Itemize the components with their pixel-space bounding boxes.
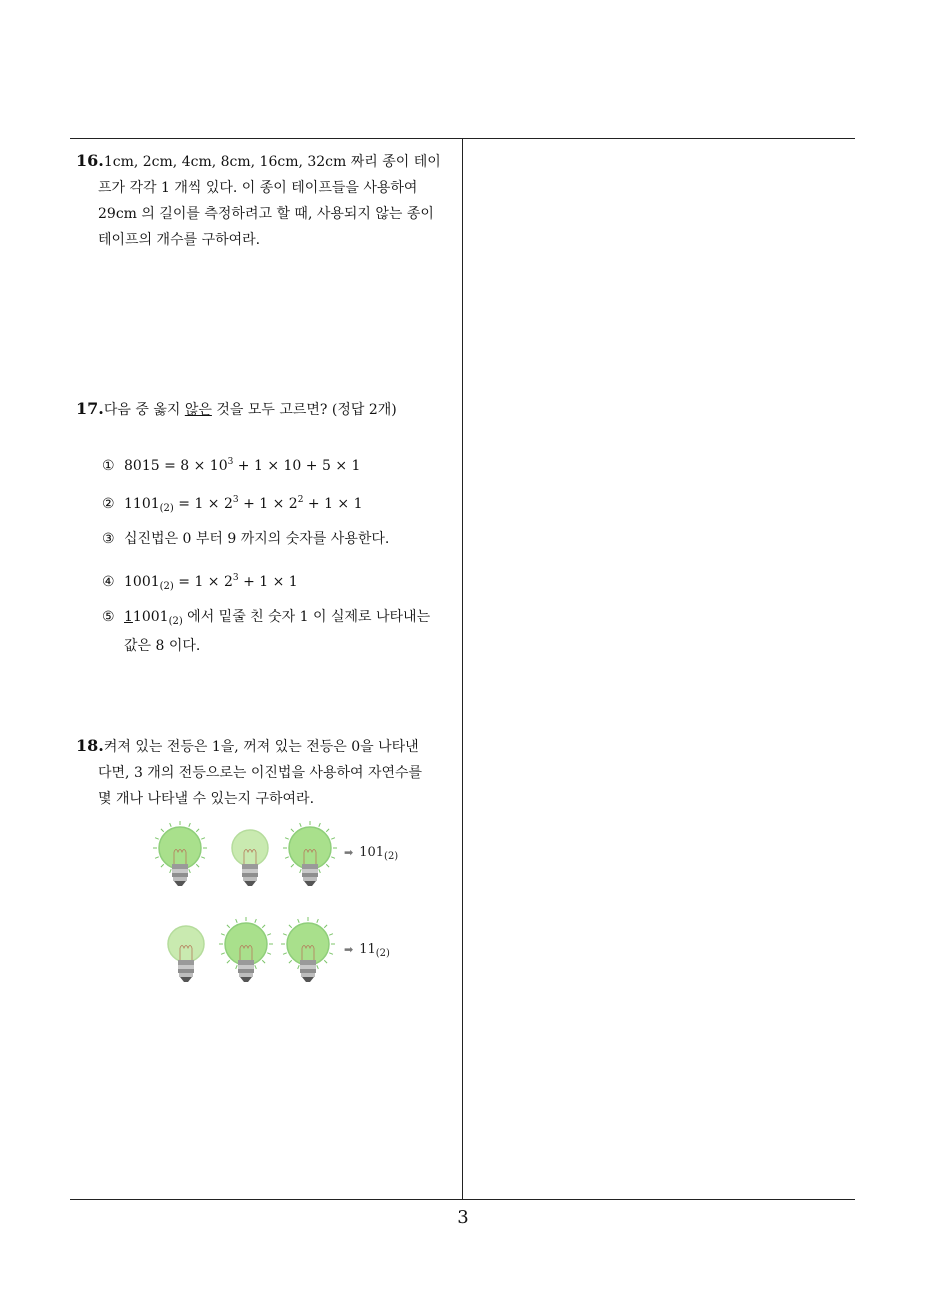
- choice-2-rest: = 1 × 2: [173, 496, 233, 512]
- choice-2-rest2: + 1 × 2: [238, 496, 298, 512]
- choice-4-rest2: + 1 × 1: [238, 574, 298, 590]
- question-16: [76, 148, 458, 253]
- bottom-rule: [70, 1199, 855, 1200]
- question-17: [76, 396, 458, 423]
- question-18-line-2: 다면, 3 개의 전등으로는 이진법을 사용하여 자연수를: [98, 765, 423, 781]
- choice-1-rest: + 1 × 10 + 5 × 1: [233, 458, 361, 474]
- choice-4-rest: = 1 × 2: [173, 574, 233, 590]
- choice-2-text: 1101: [124, 496, 160, 512]
- choice-4-sup: 3: [232, 573, 239, 583]
- choice-2-sup2: 2: [297, 495, 304, 505]
- choice-2-sup1: 3: [232, 495, 239, 505]
- choice-1-sup: 3: [227, 457, 234, 467]
- question-17-underlined: 않은: [184, 402, 212, 418]
- choice-2-sub: (2): [159, 503, 174, 514]
- choice-4: [102, 566, 458, 599]
- question-17-number: 17.: [76, 399, 104, 418]
- choice-2-rest3: + 1 × 1: [303, 496, 363, 512]
- question-18-line-3: 몇 개나 나타낼 수 있는지 구하여라.: [98, 791, 315, 807]
- question-16-line-3: 29cm 의 길이를 측정하려고 할 때, 사용되지 않는 종이: [98, 206, 434, 222]
- choice-5-text: 1001: [132, 609, 169, 625]
- result-1-value: 101: [359, 845, 385, 860]
- choice-3-mark: ③: [102, 531, 115, 547]
- question-16-line-1: 1cm, 2cm, 4cm, 8cm, 16cm, 32cm 짜리 종이 테이: [103, 154, 441, 170]
- choice-5-mark: ⑤: [102, 609, 115, 625]
- light-bulb-on-icon: [282, 820, 338, 892]
- choice-5-sub: (2): [168, 616, 183, 627]
- question-18: [76, 733, 458, 812]
- choice-5-underlined-digit: 1: [124, 609, 133, 625]
- question-17-text-after: 것을 모두 고르면? (정답 2개): [211, 402, 397, 418]
- arrow-icon: ➡: [344, 846, 354, 859]
- choice-4-mark: ④: [102, 574, 115, 590]
- choice-1-text: 8015 = 8 × 10: [124, 458, 228, 474]
- question-18-line-1: 켜져 있는 전등은 1을, 꺼져 있는 전등은 0을 나타낸: [103, 739, 419, 755]
- light-bulb-off-icon: [158, 916, 214, 988]
- bulb-row-1-result: [344, 845, 398, 862]
- choice-4-sub: (2): [159, 581, 174, 592]
- choice-3-text: 십진법은 0 부터 9 까지의 숫자를 사용한다.: [124, 531, 390, 547]
- choice-1-mark: ①: [102, 458, 115, 474]
- result-1-base: (2): [384, 851, 399, 862]
- choice-5: [102, 605, 458, 658]
- result-2-base: (2): [375, 948, 390, 959]
- light-bulb-on-icon: [218, 916, 274, 988]
- choice-4-text: 1001: [124, 574, 160, 590]
- question-16-line-2: 프가 각각 1 개씩 있다. 이 종이 테이프들을 사용하여: [98, 180, 418, 196]
- choice-5-rest: 에서 밑줄 친 숫자 1 이 실제로 나타내는: [182, 609, 431, 625]
- choice-2: [102, 488, 458, 521]
- light-bulb-on-icon: [280, 916, 336, 988]
- choice-3: [102, 527, 458, 551]
- question-16-line-4: 테이프의 개수를 구하여라.: [98, 232, 261, 248]
- page-number: 3: [457, 1207, 469, 1228]
- light-bulb-off-icon: [222, 820, 278, 892]
- light-bulb-on-icon: [152, 820, 208, 892]
- choice-2-mark: ②: [102, 496, 115, 512]
- question-16-number: 16.: [76, 151, 104, 170]
- choice-1: [102, 450, 458, 478]
- question-18-number: 18.: [76, 736, 104, 755]
- question-17-text-before: 다음 중 옳지: [103, 402, 185, 418]
- choice-5-line-2: 값은 8 이다.: [124, 638, 201, 654]
- column-divider: [462, 138, 463, 1200]
- result-2-value: 11: [359, 942, 376, 957]
- bulb-row-2-result: [344, 942, 390, 959]
- arrow-icon: ➡: [344, 943, 354, 956]
